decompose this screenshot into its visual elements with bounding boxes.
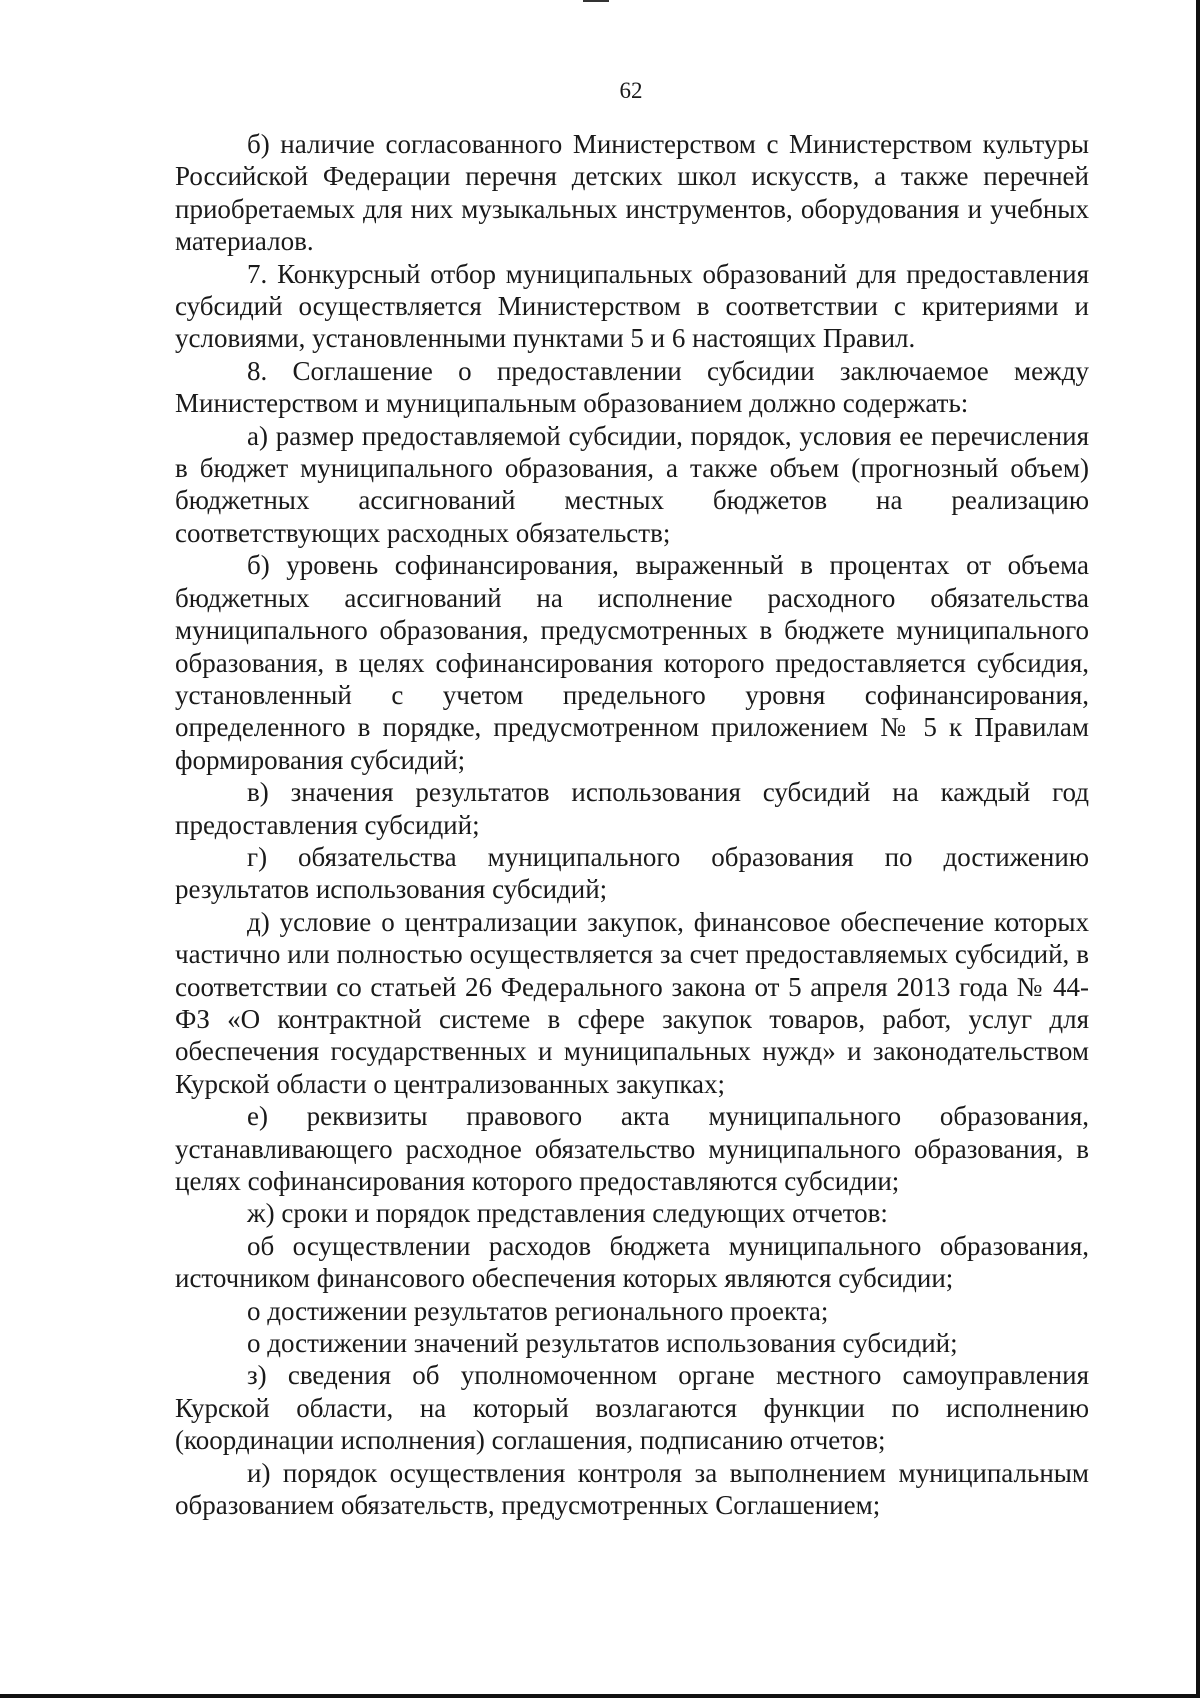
paragraph-i-control: и) порядок осуществления контроля за выполнением муниципальным образованием обязательств, предусмотренных Соглашением; bbox=[175, 1457, 1089, 1521]
paragraph-report-project-results: о достижении результатов регионального проекта; bbox=[247, 1295, 829, 1326]
top-edge-mark bbox=[583, 0, 609, 2]
paragraph-v-result-values: в) значения результатов использования субсидий на каждый год предоставления субсидий; bbox=[175, 777, 1089, 840]
scan-border-bottom bbox=[0, 1694, 1200, 1698]
paragraph-g-obligations: г) обязательства муниципального образования по достижению результатов использования субсидий; bbox=[175, 841, 1089, 905]
paragraph-d-procurement: д) условие о централизации закупок, финансовое обеспечение которых частично или полностью осуществляется за счет предоставляемых субсидий, в соответствии со статьей 26 Федерального закона от 5 апреля 2013 года № 44-ФЗ «О контрактной системе в сфере закупок товаров, работ, услуг для обеспечения государственных и муниципальных нужд» и законодательством Курской области о централизованных закупках; bbox=[175, 906, 1089, 1099]
paragraph-8-agreement: 8. Соглашение о предоставлении субсидии заключаемое между Министерством и муниципальным образованием должно содержать: bbox=[175, 355, 1089, 419]
paragraph-zh-reports: ж) сроки и порядок представления следующих отчетов: bbox=[247, 1198, 888, 1229]
page-number: 62 bbox=[619, 78, 643, 103]
document-body bbox=[175, 128, 1089, 1521]
paragraph-e-legal-act: е) реквизиты правового акта муниципального образования, устанавливающего расходное обязательство муниципального образования, в целях софинансирования которого предоставляются субсидии; bbox=[175, 1101, 1089, 1196]
paragraph-report-expenses: об осуществлении расходов бюджета муниципального образования, источником финансового обеспечения которых являются субсидии; bbox=[175, 1230, 1089, 1294]
paragraph-b-schools-list: б) наличие согласованного Министерством с Министерством культуры Российской Федерации перечня детских школ искусств, а также перечней приобретаемых для них музыкальных инструментов, оборудования и учебных материалов. bbox=[175, 129, 1089, 257]
scan-border-right bbox=[1196, 0, 1200, 1698]
paragraph-a-subsidy-size: а) размер предоставляемой субсидии, порядок, условия ее перечисления в бюджет муниципального образования, а также объем (прогнозный объем) бюджетных ассигнований местных бюджетов на реализацию соответствующих расходных обязательств; bbox=[175, 420, 1089, 548]
paragraph-z-authorized-body: з) сведения об уполномоченном органе местного самоуправления Курской области, на который возлагаются функции по исполнению (координации исполнения) соглашения, подписанию отчетов; bbox=[175, 1360, 1089, 1456]
paragraph-b-cofinancing-level: б) уровень софинансирования, выраженный в процентах от объема бюджетных ассигнований на исполнение расходного обязательства муниципального образования, предусмотренных в бюджете муниципального образования, в целях софинансирования которого предоставляется субсидия, установленный с учетом предельного уровня софинансирования, определенного в порядке, предусмотренном приложением № 5 к Правилам формирования субсидий; bbox=[175, 550, 1089, 775]
paragraph-7-competitive-selection: 7. Конкурсный отбор муниципальных образований для предоставления субсидий осуществляется Министерством в соответствии с критериями и условиями, установленными пунктами 5 и 6 настоящих Правил. bbox=[175, 258, 1089, 354]
paragraph-report-result-values: о достижении значений результатов использования субсидий; bbox=[247, 1328, 958, 1359]
